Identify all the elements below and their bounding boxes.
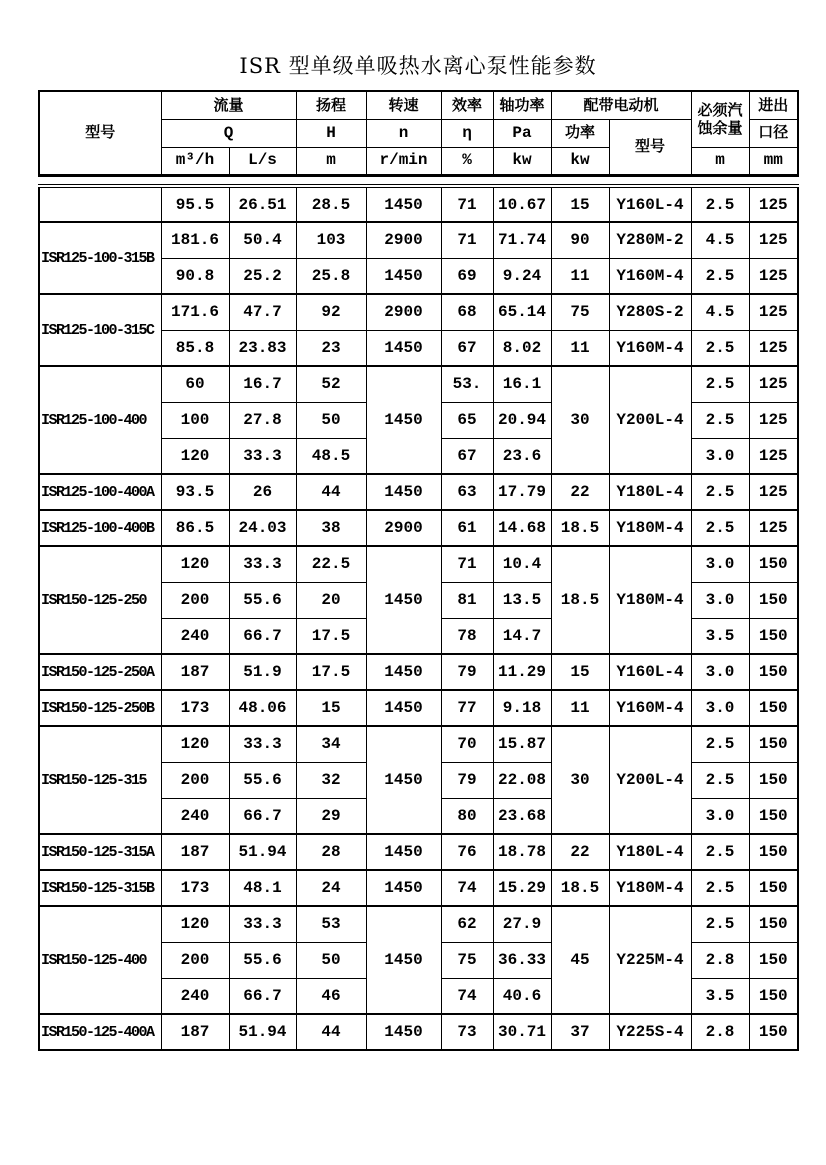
cell-h: 28.5: [296, 186, 366, 222]
col-header-efficiency: 效率: [441, 91, 493, 119]
unit-flow-m3h: m³/h: [161, 147, 229, 175]
cell-q-ls: 51.94: [229, 1014, 296, 1050]
cell-npsh: 3.5: [691, 978, 749, 1014]
cell-model: ISR125-100-315C: [39, 294, 161, 366]
cell-pa: 11.29: [493, 654, 551, 690]
cell-n: 1450: [366, 1014, 441, 1050]
page-title: ISR 型单级单吸热水离心泵性能参数: [239, 54, 597, 78]
cell-dn: 125: [749, 438, 798, 474]
cell-pa: 65.14: [493, 294, 551, 330]
cell-dn: 150: [749, 690, 798, 726]
cell-q-ls: 66.7: [229, 978, 296, 1014]
motor-power-label: 功率: [551, 119, 609, 147]
unit-speed: r/min: [366, 147, 441, 175]
cell-h: 50: [296, 942, 366, 978]
cell-power: 15: [551, 186, 609, 222]
cell-q-m3h: 173: [161, 690, 229, 726]
cell-model: ISR150-125-315: [39, 726, 161, 834]
cell-h: 32: [296, 762, 366, 798]
cell-model: ISR125-100-315B: [39, 222, 161, 294]
cell-h: 23: [296, 330, 366, 366]
cell-dn: 150: [749, 546, 798, 582]
cell-eta: 74: [441, 870, 493, 906]
cell-q-ls: 27.8: [229, 402, 296, 438]
cell-npsh: 4.5: [691, 294, 749, 330]
unit-head: m: [296, 147, 366, 175]
cell-q-m3h: 60: [161, 366, 229, 402]
cell-motor: Y180M-4: [609, 870, 691, 906]
cell-q-ls: 26: [229, 474, 296, 510]
cell-q-ls: 66.7: [229, 798, 296, 834]
cell-q-ls: 33.3: [229, 726, 296, 762]
unit-flow-ls: L/s: [229, 147, 296, 175]
cell-q-m3h: 173: [161, 870, 229, 906]
cell-h: 24: [296, 870, 366, 906]
cell-eta: 76: [441, 834, 493, 870]
cell-q-ls: 33.3: [229, 906, 296, 942]
cell-q-m3h: 200: [161, 762, 229, 798]
cell-q-ls: 48.06: [229, 690, 296, 726]
cell-q-m3h: 86.5: [161, 510, 229, 546]
cell-n: 1450: [366, 726, 441, 834]
cell-model: ISR150-125-400: [39, 906, 161, 1014]
cell-eta: 79: [441, 762, 493, 798]
cell-h: 38: [296, 510, 366, 546]
cell-q-ls: 55.6: [229, 942, 296, 978]
cell-pa: 30.71: [493, 1014, 551, 1050]
cell-model: ISR125-100-400: [39, 366, 161, 474]
cell-pa: 8.02: [493, 330, 551, 366]
performance-table: [38, 184, 799, 1051]
cell-pa: 9.24: [493, 258, 551, 294]
cell-q-m3h: 171.6: [161, 294, 229, 330]
col-header-model: 型号: [39, 91, 161, 175]
cell-q-m3h: 181.6: [161, 222, 229, 258]
cell-q-ls: 33.3: [229, 546, 296, 582]
cell-pa: 14.68: [493, 510, 551, 546]
cell-motor: Y280M-2: [609, 222, 691, 258]
cell-npsh: 2.8: [691, 942, 749, 978]
cell-pa: 15.29: [493, 870, 551, 906]
cell-npsh: 2.5: [691, 726, 749, 762]
cell-pa: 40.6: [493, 978, 551, 1014]
cell-q-ls: 55.6: [229, 762, 296, 798]
cell-pa: 13.5: [493, 582, 551, 618]
cell-model: ISR150-125-250: [39, 546, 161, 654]
npsh-label-line1: 必须汽: [697, 101, 743, 120]
cell-pa: 27.9: [493, 906, 551, 942]
cell-npsh: 2.5: [691, 402, 749, 438]
cell-q-ls: 16.7: [229, 366, 296, 402]
cell-pa: 36.33: [493, 942, 551, 978]
cell-npsh: 3.0: [691, 438, 749, 474]
cell-npsh: 2.5: [691, 258, 749, 294]
cell-power: 22: [551, 474, 609, 510]
unit-ports: mm: [749, 147, 798, 175]
cell-power: 18.5: [551, 870, 609, 906]
cell-h: 22.5: [296, 546, 366, 582]
cell-q-m3h: 240: [161, 798, 229, 834]
cell-dn: 125: [749, 222, 798, 258]
cell-n: 1450: [366, 330, 441, 366]
cell-npsh: 3.0: [691, 690, 749, 726]
cell-h: 48.5: [296, 438, 366, 474]
cell-npsh: 2.5: [691, 474, 749, 510]
cell-npsh: 3.0: [691, 582, 749, 618]
table-row: [39, 474, 798, 510]
cell-h: 52: [296, 366, 366, 402]
cell-motor: Y160L-4: [609, 654, 691, 690]
cell-eta: 69: [441, 258, 493, 294]
cell-q-m3h: 120: [161, 726, 229, 762]
cell-eta: 71: [441, 546, 493, 582]
cell-npsh: 3.0: [691, 654, 749, 690]
cell-npsh: 2.5: [691, 834, 749, 870]
cell-q-ls: 25.2: [229, 258, 296, 294]
unit-motor-power: kw: [551, 147, 609, 175]
cell-power: 15: [551, 654, 609, 690]
cell-power: 45: [551, 906, 609, 1014]
col-header-flow: 流量: [161, 91, 296, 119]
cell-dn: 150: [749, 978, 798, 1014]
cell-q-m3h: 120: [161, 546, 229, 582]
cell-dn: 150: [749, 870, 798, 906]
cell-eta: 67: [441, 438, 493, 474]
cell-model: ISR150-125-250B: [39, 690, 161, 726]
cell-q-m3h: 120: [161, 438, 229, 474]
cell-motor: Y280S-2: [609, 294, 691, 330]
cell-n: 2900: [366, 510, 441, 546]
cell-h: 53: [296, 906, 366, 942]
cell-pa: 23.6: [493, 438, 551, 474]
table-row: [39, 222, 798, 258]
cell-npsh: 2.5: [691, 186, 749, 222]
cell-motor: Y225M-4: [609, 906, 691, 1014]
cell-eta: 68: [441, 294, 493, 330]
performance-table-body: [39, 186, 798, 1050]
cell-dn: 125: [749, 402, 798, 438]
cell-q-ls: 33.3: [229, 438, 296, 474]
cell-h: 34: [296, 726, 366, 762]
cell-model: ISR150-125-400A: [39, 1014, 161, 1050]
col-header-speed: 转速: [366, 91, 441, 119]
col-header-shaft-power: 轴功率: [493, 91, 551, 119]
cell-eta: 71: [441, 222, 493, 258]
cell-motor: Y180M-4: [609, 510, 691, 546]
cell-dn: 150: [749, 762, 798, 798]
cell-npsh: 2.5: [691, 906, 749, 942]
cell-h: 44: [296, 1014, 366, 1050]
cell-dn: 125: [749, 510, 798, 546]
cell-h: 28: [296, 834, 366, 870]
cell-n: 1450: [366, 546, 441, 654]
cell-power: 11: [551, 330, 609, 366]
cell-n: 2900: [366, 294, 441, 330]
cell-pa: 18.78: [493, 834, 551, 870]
cell-h: 46: [296, 978, 366, 1014]
cell-n: 1450: [366, 834, 441, 870]
cell-model: ISR150-125-315B: [39, 870, 161, 906]
cell-q-m3h: 200: [161, 582, 229, 618]
cell-pa: 10.67: [493, 186, 551, 222]
cell-h: 17.5: [296, 618, 366, 654]
shaft-power-symbol: Pa: [493, 119, 551, 147]
table-row: [39, 366, 798, 402]
col-header-npsh: [691, 91, 749, 147]
cell-eta: 65: [441, 402, 493, 438]
cell-model: [39, 186, 161, 222]
cell-dn: 125: [749, 366, 798, 402]
cell-eta: 78: [441, 618, 493, 654]
cell-motor: Y160M-4: [609, 690, 691, 726]
cell-power: 30: [551, 366, 609, 474]
table-row: [39, 870, 798, 906]
col-header-ports-line2: 口径: [749, 119, 798, 147]
cell-pa: 23.68: [493, 798, 551, 834]
cell-motor: Y225S-4: [609, 1014, 691, 1050]
cell-q-m3h: 187: [161, 834, 229, 870]
unit-npsh: m: [691, 147, 749, 175]
cell-model: ISR150-125-250A: [39, 654, 161, 690]
cell-eta: 81: [441, 582, 493, 618]
cell-h: 20: [296, 582, 366, 618]
cell-motor: Y180M-4: [609, 546, 691, 654]
cell-h: 29: [296, 798, 366, 834]
cell-q-m3h: 90.8: [161, 258, 229, 294]
npsh-label-line2: 蚀余量: [697, 119, 743, 138]
cell-model: ISR125-100-400B: [39, 510, 161, 546]
table-row: [39, 654, 798, 690]
cell-n: 1450: [366, 258, 441, 294]
cell-eta: 77: [441, 690, 493, 726]
cell-h: 15: [296, 690, 366, 726]
cell-motor: Y200L-4: [609, 366, 691, 474]
cell-pa: 22.08: [493, 762, 551, 798]
cell-q-ls: 51.9: [229, 654, 296, 690]
cell-eta: 61: [441, 510, 493, 546]
cell-eta: 53.: [441, 366, 493, 402]
cell-pa: 10.4: [493, 546, 551, 582]
cell-npsh: 2.5: [691, 510, 749, 546]
cell-dn: 150: [749, 942, 798, 978]
table-row: [39, 1014, 798, 1050]
cell-n: 1450: [366, 366, 441, 474]
cell-eta: 67: [441, 330, 493, 366]
cell-n: 1450: [366, 654, 441, 690]
cell-n: 1450: [366, 474, 441, 510]
cell-npsh: 3.5: [691, 618, 749, 654]
cell-eta: 71: [441, 186, 493, 222]
cell-n: 1450: [366, 690, 441, 726]
cell-q-m3h: 95.5: [161, 186, 229, 222]
motor-model-label: 型号: [609, 119, 691, 175]
cell-npsh: 4.5: [691, 222, 749, 258]
cell-q-m3h: 93.5: [161, 474, 229, 510]
unit-shaft-power: kw: [493, 147, 551, 175]
cell-h: 44: [296, 474, 366, 510]
cell-npsh: 2.5: [691, 870, 749, 906]
cell-q-m3h: 120: [161, 906, 229, 942]
cell-dn: 150: [749, 726, 798, 762]
table-row: [39, 906, 798, 942]
cell-h: 92: [296, 294, 366, 330]
cell-motor: Y160L-4: [609, 186, 691, 222]
cell-h: 103: [296, 222, 366, 258]
cell-dn: 150: [749, 906, 798, 942]
cell-pa: 16.1: [493, 366, 551, 402]
cell-n: 1450: [366, 906, 441, 1014]
table-row: [39, 294, 798, 330]
cell-npsh: 3.0: [691, 798, 749, 834]
cell-q-m3h: 187: [161, 654, 229, 690]
cell-eta: 63: [441, 474, 493, 510]
table-row: [39, 690, 798, 726]
cell-q-ls: 50.4: [229, 222, 296, 258]
cell-power: 90: [551, 222, 609, 258]
cell-npsh: 2.8: [691, 1014, 749, 1050]
unit-efficiency: %: [441, 147, 493, 175]
cell-motor: Y160M-4: [609, 258, 691, 294]
cell-model: ISR150-125-315A: [39, 834, 161, 870]
cell-power: 18.5: [551, 510, 609, 546]
cell-dn: 150: [749, 582, 798, 618]
table-row: [39, 186, 798, 222]
cell-eta: 75: [441, 942, 493, 978]
cell-motor: Y180L-4: [609, 834, 691, 870]
cell-model: ISR125-100-400A: [39, 474, 161, 510]
cell-dn: 150: [749, 834, 798, 870]
cell-dn: 125: [749, 294, 798, 330]
table-row: [39, 834, 798, 870]
cell-npsh: 2.5: [691, 762, 749, 798]
cell-q-m3h: 100: [161, 402, 229, 438]
cell-power: 11: [551, 258, 609, 294]
cell-q-m3h: 200: [161, 942, 229, 978]
cell-npsh: 3.0: [691, 546, 749, 582]
cell-eta: 79: [441, 654, 493, 690]
cell-q-m3h: 240: [161, 978, 229, 1014]
cell-power: 11: [551, 690, 609, 726]
col-header-motor: 配带电动机: [551, 91, 691, 119]
cell-eta: 70: [441, 726, 493, 762]
cell-q-ls: 66.7: [229, 618, 296, 654]
cell-power: 37: [551, 1014, 609, 1050]
cell-pa: 15.87: [493, 726, 551, 762]
cell-dn: 125: [749, 186, 798, 222]
cell-pa: 17.79: [493, 474, 551, 510]
cell-pa: 9.18: [493, 690, 551, 726]
cell-power: 18.5: [551, 546, 609, 654]
cell-eta: 62: [441, 906, 493, 942]
table-header: [38, 90, 799, 177]
cell-n: 1450: [366, 870, 441, 906]
cell-dn: 150: [749, 618, 798, 654]
table-row: [39, 510, 798, 546]
efficiency-symbol: η: [441, 119, 493, 147]
cell-eta: 73: [441, 1014, 493, 1050]
col-header-ports-line1: 进出: [749, 91, 798, 119]
cell-dn: 150: [749, 654, 798, 690]
cell-pa: 14.7: [493, 618, 551, 654]
flow-symbol: Q: [161, 119, 296, 147]
cell-q-ls: 48.1: [229, 870, 296, 906]
cell-n: 1450: [366, 186, 441, 222]
speed-symbol: n: [366, 119, 441, 147]
cell-eta: 80: [441, 798, 493, 834]
cell-motor: Y200L-4: [609, 726, 691, 834]
table-row: [39, 726, 798, 762]
cell-npsh: 2.5: [691, 330, 749, 366]
cell-q-m3h: 187: [161, 1014, 229, 1050]
cell-dn: 125: [749, 474, 798, 510]
cell-h: 50: [296, 402, 366, 438]
cell-dn: 125: [749, 330, 798, 366]
cell-q-m3h: 85.8: [161, 330, 229, 366]
cell-q-m3h: 240: [161, 618, 229, 654]
cell-n: 2900: [366, 222, 441, 258]
head-symbol: H: [296, 119, 366, 147]
cell-q-ls: 24.03: [229, 510, 296, 546]
cell-dn: 125: [749, 258, 798, 294]
cell-pa: 71.74: [493, 222, 551, 258]
cell-q-ls: 55.6: [229, 582, 296, 618]
cell-q-ls: 51.94: [229, 834, 296, 870]
cell-q-ls: 23.83: [229, 330, 296, 366]
table-row: [39, 546, 798, 582]
cell-q-ls: 26.51: [229, 186, 296, 222]
cell-q-ls: 47.7: [229, 294, 296, 330]
cell-dn: 150: [749, 1014, 798, 1050]
cell-h: 25.8: [296, 258, 366, 294]
cell-dn: 150: [749, 798, 798, 834]
cell-power: 75: [551, 294, 609, 330]
cell-power: 30: [551, 726, 609, 834]
cell-eta: 74: [441, 978, 493, 1014]
cell-motor: Y180L-4: [609, 474, 691, 510]
cell-h: 17.5: [296, 654, 366, 690]
cell-pa: 20.94: [493, 402, 551, 438]
cell-motor: Y160M-4: [609, 330, 691, 366]
cell-npsh: 2.5: [691, 366, 749, 402]
cell-power: 22: [551, 834, 609, 870]
col-header-head: 扬程: [296, 91, 366, 119]
